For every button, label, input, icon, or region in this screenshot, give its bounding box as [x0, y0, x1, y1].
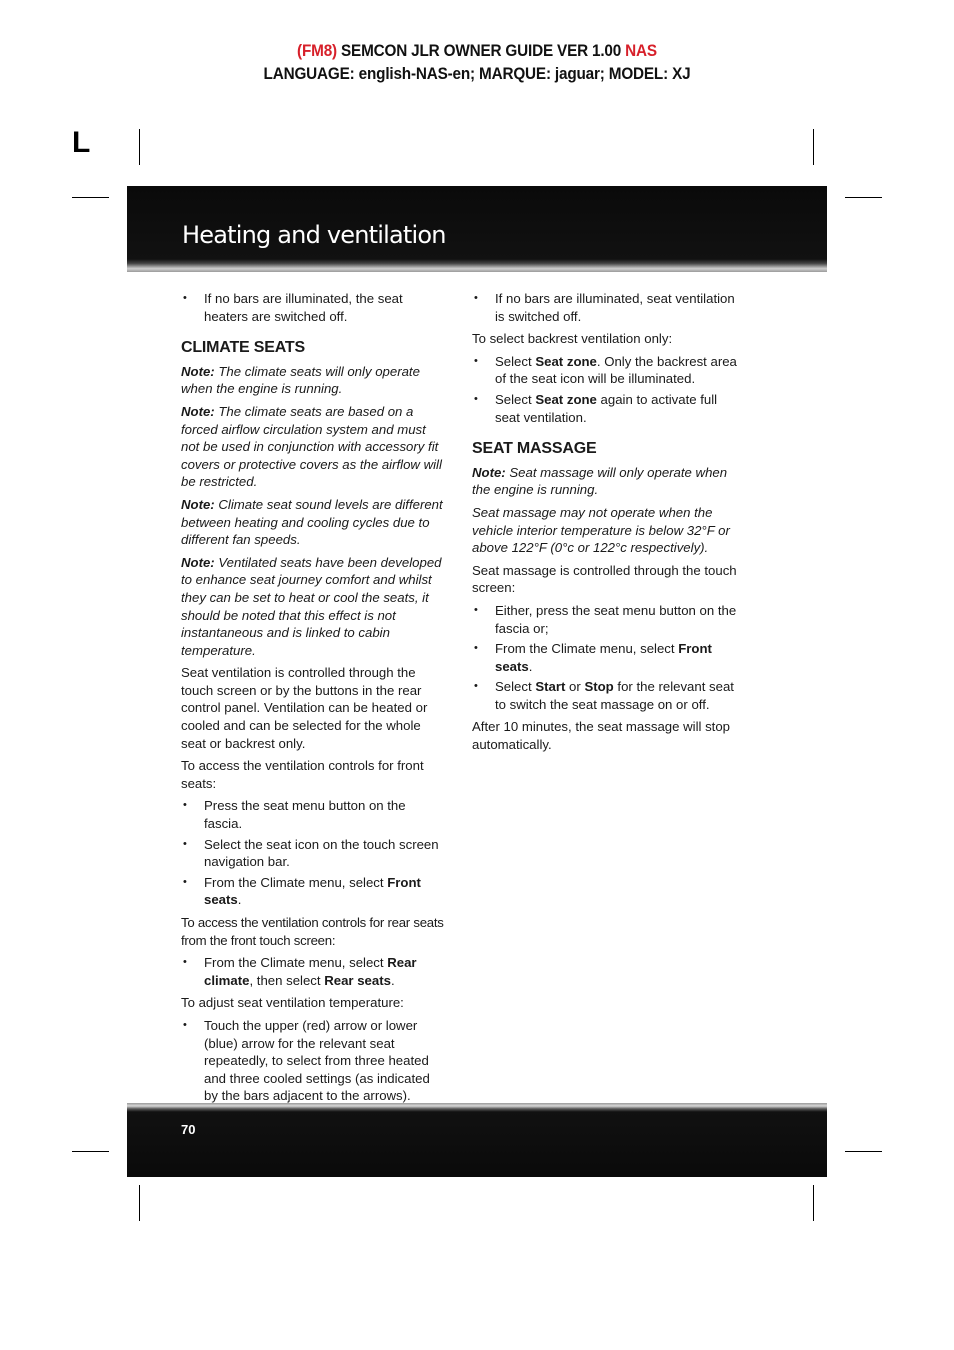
text: From the Climate menu, select — [204, 955, 388, 971]
text: again to activate full seat ventilation. — [495, 391, 718, 425]
note-text: Climate seat sound levels are different between heating and cooling cycles due to different fan speeds. — [181, 496, 443, 548]
text: . Only the backrest area of the seat icon will be illuminated. — [495, 353, 737, 387]
note-label: Note: — [181, 363, 215, 379]
note-label: Note: — [181, 403, 215, 419]
note-text: Ventilated seats have been developed to enhance seat journey comfort and whilst they can be set to heat or cool the seats, it should be noted that this effect is not instantaneous and is linked to cabin temperature. — [181, 554, 442, 658]
paragraph: Seat massage is controlled through the touch screen: — [472, 562, 737, 596]
note — [181, 403, 447, 491]
list-item — [472, 353, 738, 388]
note — [181, 554, 447, 660]
list-item — [472, 391, 738, 426]
bullet-list — [181, 954, 447, 989]
text: . — [528, 658, 533, 674]
ui-term: Rear seats — [324, 972, 391, 988]
ui-term: Stop — [584, 679, 614, 695]
header-prefix: (FM8) — [297, 41, 337, 60]
ui-term: Seat zone — [535, 353, 597, 369]
note — [181, 363, 447, 398]
list-item — [472, 678, 738, 713]
list-item: • Either, press the seat menu button on the fascia or; — [472, 602, 738, 637]
page-number: 70 — [181, 1122, 196, 1137]
text: Select — [495, 391, 536, 407]
bullet-list — [472, 353, 738, 426]
right-column — [472, 290, 738, 759]
note-text: The climate seats are based on a forced airflow circulation system and must not be used in conjunction with accessory fit covers or protective covers as the airflow will be restricted. — [181, 403, 442, 490]
paragraph: To access the ventilation controls for rear seats from the front touch screen: — [181, 915, 444, 948]
text: . — [390, 972, 395, 988]
note — [181, 496, 447, 549]
note-label: Note: — [472, 464, 506, 480]
ui-term: Front seats — [495, 641, 712, 674]
bullet-list — [472, 290, 738, 325]
text: , then select — [249, 972, 325, 988]
ui-term: Rear climate — [204, 955, 417, 988]
note: Seat massage may not operate when the vehicle interior temperature is below 32°F or above 122°F (0°c or 122°c respectively). — [472, 504, 730, 556]
text: From the Climate menu, select — [204, 874, 388, 890]
ui-term: Start — [535, 679, 566, 695]
text: or — [565, 679, 585, 695]
paragraph: To select backrest ventilation only: — [472, 331, 673, 347]
section-heading-seat-massage: SEAT MASSAGE — [472, 440, 597, 458]
page-title: Heating and ventilation — [182, 221, 446, 249]
crop-mark — [845, 197, 882, 198]
note — [472, 464, 738, 499]
header-main: SEMCON JLR OWNER GUIDE VER 1.00 — [336, 41, 626, 60]
header-suffix: NAS — [625, 41, 657, 60]
left-column — [181, 290, 447, 1110]
crop-mark — [813, 1185, 814, 1221]
note-label: Note: — [181, 554, 215, 570]
list-item: • Touch the upper (red) arrow or lower (blue) arrow for the relevant seat repeatedly, to select from three heated and three cooled settings (as indicated by the bars adjacent to the arrows). — [181, 1017, 447, 1105]
list-item: • If no bars are illuminated, seat ventilation is switched off. — [472, 290, 738, 325]
text: Select — [495, 679, 536, 695]
document-header-line2: LANGUAGE: english-NAS-en; MARQUE: jaguar; MODEL: XJ — [263, 64, 691, 83]
text: From the Climate menu, select — [495, 641, 679, 657]
text: Select — [495, 353, 536, 369]
list-item — [472, 640, 738, 675]
footer-bar — [127, 1103, 827, 1177]
margin-letter: L — [72, 126, 91, 159]
crop-mark — [72, 197, 109, 198]
bullet-list — [181, 1017, 447, 1105]
section-heading-climate-seats: CLIMATE SEATS — [181, 339, 305, 357]
document-header-line1 — [48, 41, 907, 61]
paragraph: After 10 minutes, the seat massage will stop automatically. — [472, 719, 731, 753]
list-item: • Select the seat icon on the touch screen navigation bar. — [181, 836, 447, 871]
note-text: The climate seats will only operate when the engine is running. — [181, 363, 420, 397]
crop-mark — [813, 129, 814, 165]
list-item — [181, 874, 447, 909]
bullet-list — [472, 602, 738, 714]
crop-mark — [139, 1185, 140, 1221]
list-item — [181, 954, 447, 989]
ui-term: Front seats — [204, 874, 421, 908]
bullet-list — [181, 290, 447, 325]
list-item: • Press the seat menu button on the fascia. — [181, 797, 447, 832]
paragraph: To adjust seat ventilation temperature: — [181, 995, 404, 1011]
note-text: Seat massage will only operate when the engine is running. — [472, 464, 728, 498]
crop-mark — [845, 1151, 882, 1152]
paragraph: Seat ventilation is controlled through the touch screen or by the buttons in the rear control panel. Ventilation can be heated or cooled and can be selected for the whole seat or backrest only. — [181, 665, 428, 751]
paragraph: To access the ventilation controls for front seats: — [181, 758, 424, 791]
text: . — [237, 892, 242, 908]
ui-term: Seat zone — [535, 391, 597, 407]
note-label: Note: — [181, 496, 215, 512]
crop-mark — [139, 129, 140, 165]
crop-mark — [72, 1151, 109, 1152]
list-item: • If no bars are illuminated, the seat heaters are switched off. — [181, 290, 447, 325]
bullet-list — [181, 797, 447, 909]
text: for the relevant seat to switch the seat massage on or off. — [495, 679, 734, 712]
